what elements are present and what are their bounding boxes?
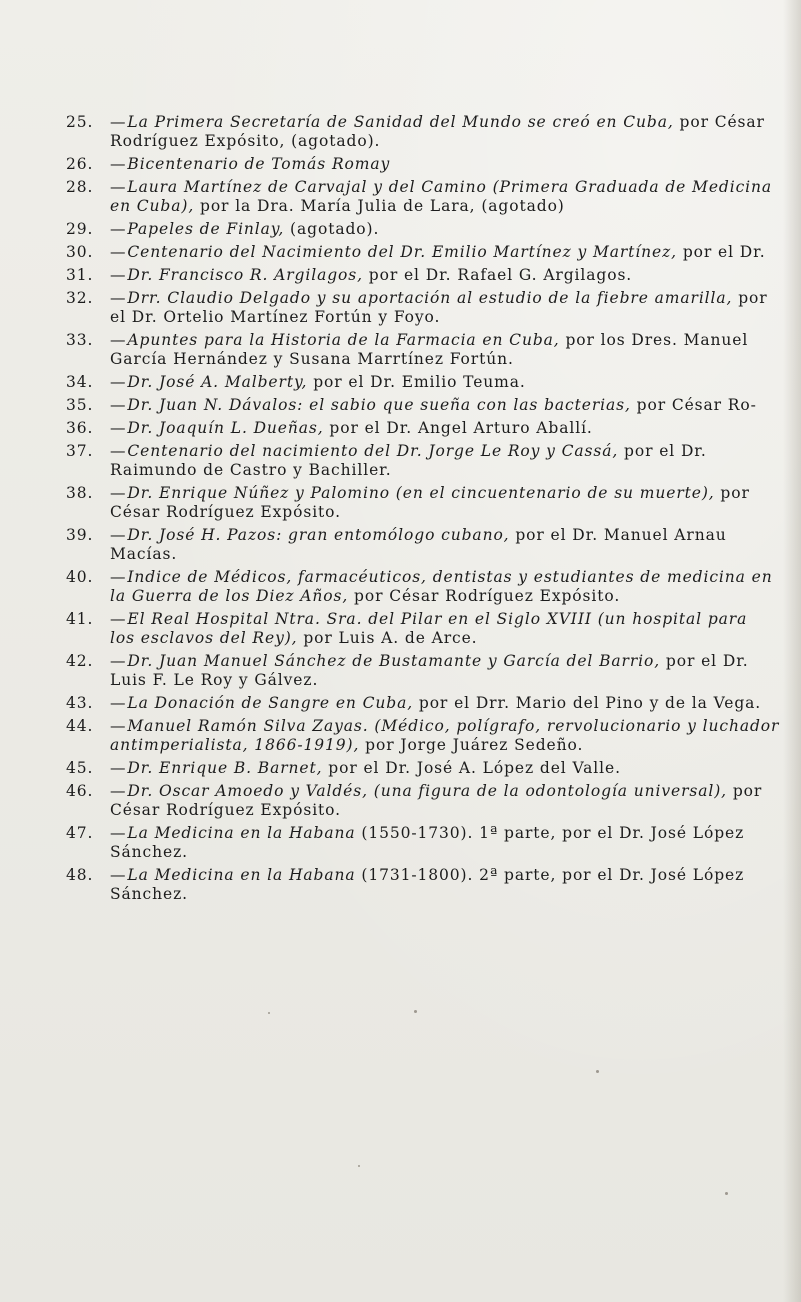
entry-author-text: Sánchez. <box>110 843 188 861</box>
entry-author-text: César Rodríguez Expósito. <box>110 801 341 819</box>
entry-author-text: por los Dres. Manuel <box>559 331 749 349</box>
entry-author-text: el Dr. Ortelio Martínez Fortún y Foyo. <box>110 308 441 326</box>
entry-author-text: por el Dr. <box>677 243 766 261</box>
entry-line <box>110 759 778 778</box>
entry-line <box>110 782 778 801</box>
entry-author-text: (1550-1730). 1ª parte, por el Dr. José López <box>355 824 745 842</box>
entry-author-text: por César <box>673 113 765 131</box>
entry-dash: — <box>110 717 127 735</box>
entry-dash: — <box>110 331 127 349</box>
entry-title-text: la Guerra de los Diez Años, <box>110 587 349 605</box>
entry-author-text: por el Dr. <box>660 652 749 670</box>
paper-speck <box>596 1070 599 1073</box>
entry-number: 29. <box>66 220 94 238</box>
entry-author-text: por el Dr. Rafael G. Argilagos. <box>362 266 633 284</box>
entry-author-text: Rodríguez Expósito, (agotado). <box>110 132 381 150</box>
entry-dash: — <box>110 396 127 414</box>
entry-title-text: los esclavos del Rey), <box>110 629 298 647</box>
entry-number: 37. <box>66 442 94 460</box>
list-item <box>66 243 778 262</box>
list-item <box>66 568 778 606</box>
list-item <box>66 178 778 216</box>
entry-number: 30. <box>66 243 94 261</box>
entry-line <box>110 545 778 564</box>
entry-dash: — <box>110 243 127 261</box>
list-item <box>66 331 778 369</box>
entry-number: 36. <box>66 419 94 437</box>
entry-dash: — <box>110 652 127 670</box>
list-item <box>66 113 778 151</box>
entry-line <box>110 866 778 885</box>
list-item <box>66 266 778 285</box>
entry-author-text: por Luis A. de Arce. <box>297 629 478 647</box>
entry-dash: — <box>110 824 127 842</box>
entry-dash: — <box>110 568 127 586</box>
entry-title-text: Dr. Francisco R. Argilagos, <box>127 266 363 284</box>
entry-line <box>110 526 778 545</box>
entry-line <box>110 568 778 587</box>
entry-dash: — <box>110 373 127 391</box>
list-item <box>66 782 778 820</box>
entry-number: 42. <box>66 652 94 670</box>
entry-line <box>110 587 778 606</box>
entry-line <box>110 308 778 327</box>
entry-author-text: Luis F. Le Roy y Gálvez. <box>110 671 319 689</box>
paper-speck <box>725 1192 728 1195</box>
entry-dash: — <box>110 866 127 884</box>
list-item <box>66 442 778 480</box>
entry-dash: — <box>110 155 127 173</box>
entry-line <box>110 843 778 862</box>
list-item <box>66 717 778 755</box>
entry-dash: — <box>110 178 127 196</box>
entry-dash: — <box>110 266 127 284</box>
entry-title-text: Indice de Médicos, farmacéuticos, dentistas y estudiantes de medicina en <box>127 568 773 586</box>
entry-author-text: García Hernández y Susana Marrtínez Fortún. <box>110 350 514 368</box>
entry-number: 44. <box>66 717 94 735</box>
entry-line <box>110 736 778 755</box>
entry-author-text: por <box>714 484 750 502</box>
entry-line <box>110 373 778 392</box>
entry-line <box>110 178 778 197</box>
entry-line <box>110 350 778 369</box>
entry-author-text: por el Dr. José A. López del Valle. <box>322 759 621 777</box>
list-item <box>66 220 778 239</box>
entry-number: 38. <box>66 484 94 502</box>
entry-line <box>110 419 778 438</box>
entry-number: 45. <box>66 759 94 777</box>
entry-number: 43. <box>66 694 94 712</box>
entry-author-text: Sánchez. <box>110 885 188 903</box>
entry-title-text: La Donación de Sangre en Cuba, <box>127 694 414 712</box>
entry-title-text: Dr. Oscar Amoedo y Valdés, (una figura de la odontología universal), <box>127 782 728 800</box>
list-item <box>66 526 778 564</box>
entry-dash: — <box>110 289 127 307</box>
list-item <box>66 652 778 690</box>
entry-title-text: Bicentenario de Tomás Romay <box>127 155 391 173</box>
paper-speck <box>358 1165 360 1167</box>
entry-author-text: por el Dr. Angel Arturo Aballí. <box>323 419 593 437</box>
entry-title-text: Drr. Claudio Delgado y su aportación al estudio de la fiebre amarilla, <box>127 289 733 307</box>
entry-author-text: Raimundo de Castro y Bachiller. <box>110 461 392 479</box>
entry-number: 32. <box>66 289 94 307</box>
entry-author-text: por el Dr. <box>618 442 707 460</box>
entry-line <box>110 197 778 216</box>
entry-dash: — <box>110 610 127 628</box>
entry-title-text: Apuntes para la Historia de la Farmacia en Cuba, <box>127 331 560 349</box>
entry-author-text: por <box>727 782 763 800</box>
entry-line <box>110 155 778 174</box>
entry-title-text: en Cuba), <box>110 197 195 215</box>
entry-author-text: (agotado). <box>284 220 380 238</box>
entry-line <box>110 396 778 415</box>
entry-title-text: Dr. José H. Pazos: gran entomólogo cubano, <box>127 526 510 544</box>
page-edge-shadow <box>783 0 801 1302</box>
list-item <box>66 419 778 438</box>
entry-dash: — <box>110 442 127 460</box>
entry-line <box>110 503 778 522</box>
entry-title-text: Centenario del nacimiento del Dr. Jorge Le Roy y Cassá, <box>127 442 619 460</box>
entry-number: 39. <box>66 526 94 544</box>
entry-line <box>110 610 778 629</box>
entry-line <box>110 132 778 151</box>
paper-speck <box>414 1010 417 1013</box>
entry-number: 48. <box>66 866 94 884</box>
list-item <box>66 484 778 522</box>
entry-number: 25. <box>66 113 94 131</box>
entry-number: 28. <box>66 178 94 196</box>
publication-list <box>66 113 778 908</box>
paper-speck <box>268 1012 270 1014</box>
entry-author-text: por <box>732 289 768 307</box>
entry-line <box>110 331 778 350</box>
entry-author-text: por el Drr. Mario del Pino y de la Vega. <box>413 694 762 712</box>
entry-dash: — <box>110 759 127 777</box>
entry-title-text: Dr. Joaquín L. Dueñas, <box>127 419 324 437</box>
entry-author-text: por César Ro- <box>630 396 757 414</box>
entry-title-text: Dr. José A. Malberty, <box>127 373 308 391</box>
entry-number: 33. <box>66 331 94 349</box>
entry-title-text: Dr. Juan N. Dávalos: el sabio que sueña con las bacterias, <box>127 396 631 414</box>
entry-author-text: por el Dr. Manuel Arnau <box>509 526 727 544</box>
entry-title-text: La Primera Secretaría de Sanidad del Mundo se creó en Cuba, <box>127 113 674 131</box>
entry-line <box>110 694 778 713</box>
entry-author-text: por el Dr. Emilio Teuma. <box>307 373 526 391</box>
entry-author-text: César Rodríguez Expósito. <box>110 503 341 521</box>
entry-number: 31. <box>66 266 94 284</box>
entry-number: 35. <box>66 396 94 414</box>
entry-line <box>110 113 778 132</box>
entry-author-text: (1731-1800). 2ª parte, por el Dr. José López <box>355 866 745 884</box>
entry-line <box>110 885 778 904</box>
list-item <box>66 759 778 778</box>
entry-title-text: Papeles de Finlay, <box>127 220 285 238</box>
entry-number: 41. <box>66 610 94 628</box>
entry-line <box>110 717 778 736</box>
entry-line <box>110 243 778 262</box>
entry-title-text: Dr. Enrique Núñez y Palomino (en el cincuentenario de su muerte), <box>127 484 715 502</box>
entry-number: 46. <box>66 782 94 800</box>
entry-number: 47. <box>66 824 94 842</box>
entry-line <box>110 220 778 239</box>
list-item <box>66 155 778 174</box>
entry-title-text: Dr. Enrique B. Barnet, <box>127 759 323 777</box>
entry-dash: — <box>110 419 127 437</box>
entry-line <box>110 629 778 648</box>
entry-title-text: La Medicina en la Habana <box>127 824 356 842</box>
list-item <box>66 289 778 327</box>
list-item <box>66 866 778 904</box>
list-item <box>66 396 778 415</box>
entry-line <box>110 442 778 461</box>
entry-dash: — <box>110 526 127 544</box>
entry-dash: — <box>110 220 127 238</box>
entry-title-text: Centenario del Nacimiento del Dr. Emilio Martínez y Martínez, <box>127 243 677 261</box>
entry-line <box>110 484 778 503</box>
entry-author-text: por la Dra. María Julia de Lara, (agotado) <box>194 197 565 215</box>
entry-author-text: por Jorge Juárez Sedeño. <box>359 736 584 754</box>
entry-line <box>110 266 778 285</box>
entry-line <box>110 671 778 690</box>
entry-title-text: El Real Hospital Ntra. Sra. del Pilar en el Siglo XVIII (un hospital para <box>127 610 748 628</box>
entry-title-text: Manuel Ramón Silva Zayas. (Médico, polígrafo, rervolucionario y luchador <box>127 717 780 735</box>
list-item <box>66 610 778 648</box>
entry-author-text: Macías. <box>110 545 178 563</box>
entry-title-text: Laura Martínez de Carvajal y del Camino (Primera Graduada de Medicina <box>127 178 773 196</box>
entry-dash: — <box>110 694 127 712</box>
entry-title-text: Dr. Juan Manuel Sánchez de Bustamante y García del Barrio, <box>127 652 661 670</box>
entry-title-text: La Medicina en la Habana <box>127 866 356 884</box>
list-item <box>66 824 778 862</box>
entry-dash: — <box>110 484 127 502</box>
entry-line <box>110 652 778 671</box>
entry-dash: — <box>110 782 127 800</box>
entry-author-text: por César Rodríguez Expósito. <box>348 587 621 605</box>
entry-line <box>110 289 778 308</box>
entry-number: 34. <box>66 373 94 391</box>
entry-number: 26. <box>66 155 94 173</box>
list-item <box>66 694 778 713</box>
entry-line <box>110 801 778 820</box>
list-item <box>66 373 778 392</box>
entry-line <box>110 824 778 843</box>
entry-title-text: antimperialista, 1866-1919), <box>110 736 360 754</box>
entry-dash: — <box>110 113 127 131</box>
entry-line <box>110 461 778 480</box>
entry-number: 40. <box>66 568 94 586</box>
